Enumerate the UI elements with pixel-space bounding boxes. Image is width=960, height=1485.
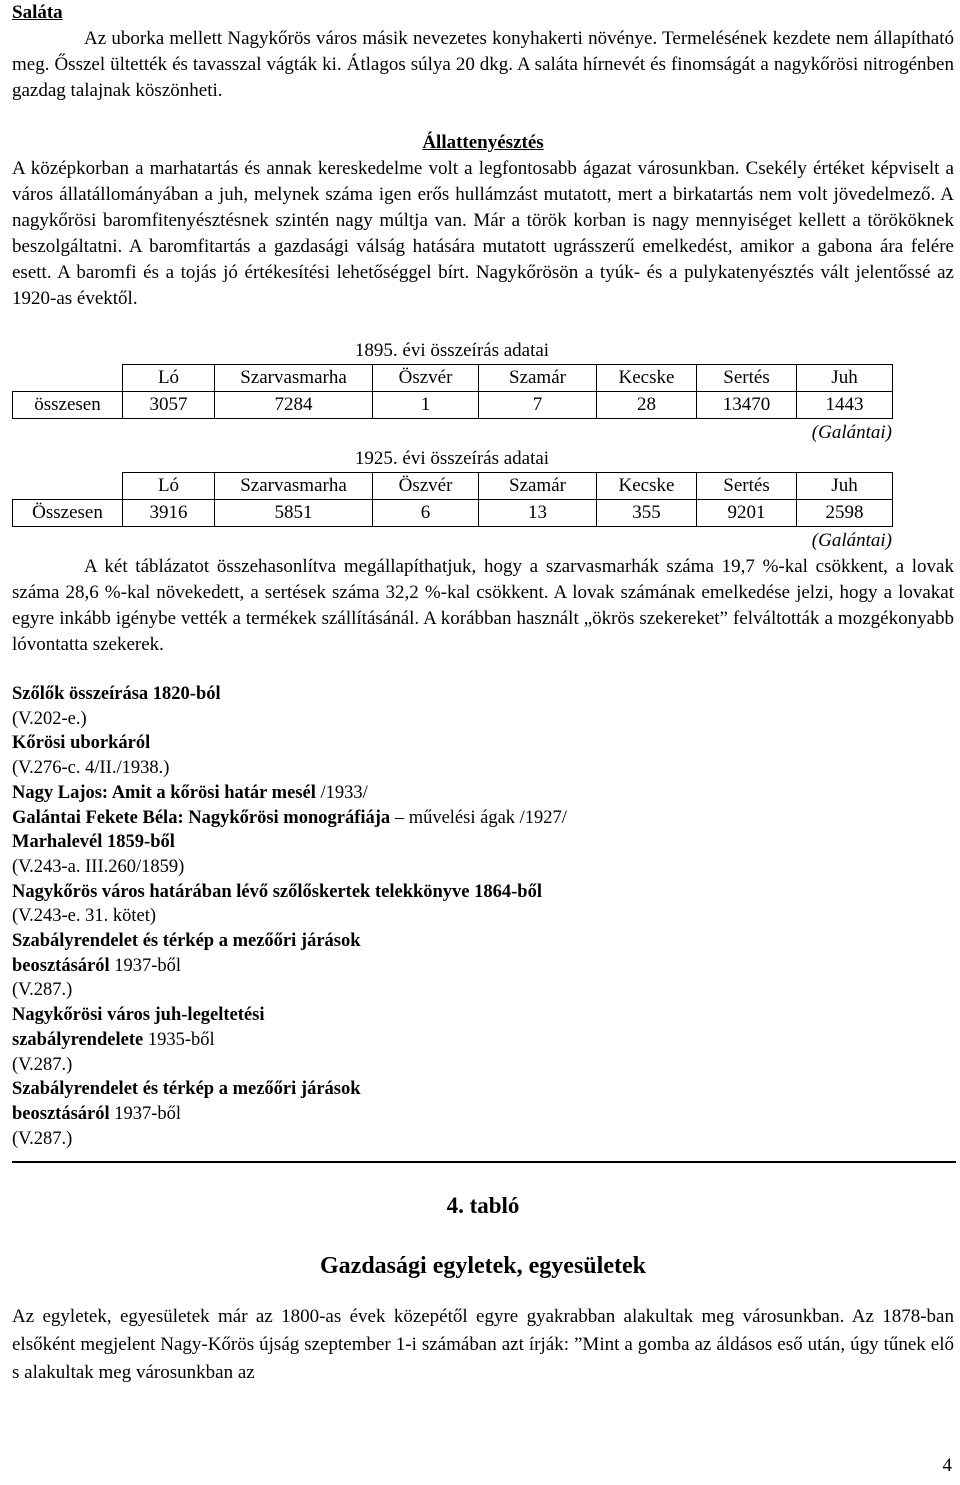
table-1925-data-row xyxy=(13,500,893,527)
table-header-cell: Kecske xyxy=(597,365,697,392)
table-header-cell: Szarvasmarha xyxy=(215,365,373,392)
section-divider xyxy=(12,1161,956,1163)
reference-title: beosztásáról xyxy=(12,955,110,976)
reference-detail: (V.287.) xyxy=(12,1128,73,1149)
reference-title: Marhalevél 1859-ből xyxy=(12,832,175,853)
reference-title: Szabályrendelet és térkép a mezőőri járások xyxy=(12,1079,361,1100)
reference-item xyxy=(12,1102,954,1127)
reference-item xyxy=(12,682,954,707)
reference-detail: (V.287.) xyxy=(12,1054,73,1075)
table-header-cell: Ló xyxy=(123,365,215,392)
reference-title: Kőrösi uborkáról xyxy=(12,733,151,754)
table-1895 xyxy=(12,364,893,419)
reference-item xyxy=(12,756,954,781)
table-cell: 6 xyxy=(373,500,479,527)
table-1895-header-row xyxy=(13,365,893,392)
section2-paragraph: Az egyletek, egyesületek már az 1800-as évek közepétől egyre gyakrabban alakultak meg városunkban. Az 1878-ban elsőként megjelent Nagy-Kőrös újság szeptember 1-i számában azt írják: ”Mint a gomba az áldásos eső után, úgy tűnek elő s alakultak meg városunkban az xyxy=(12,1306,954,1384)
reference-title: Galántai Fekete Béla: Nagykőrösi monográfiája xyxy=(12,807,391,828)
table-header-cell: Kecske xyxy=(597,473,697,500)
table-header-cell: Öszvér xyxy=(373,365,479,392)
table-row-label: Összesen xyxy=(13,500,123,527)
reference-detail: – művelési ágak /1927/ xyxy=(390,807,567,828)
table-row-label: összesen xyxy=(13,392,123,419)
table-cell: 3057 xyxy=(123,392,215,419)
reference-detail: (V.287.) xyxy=(12,980,73,1001)
table-1925-header-row xyxy=(13,473,893,500)
table-cell: 7 xyxy=(479,392,597,419)
reference-detail: 1935-ből xyxy=(143,1029,215,1050)
reference-item xyxy=(12,731,954,756)
table-header-cell: Sertés xyxy=(697,365,797,392)
reference-detail: (V.243-e. 31. kötet) xyxy=(12,906,157,927)
reference-item xyxy=(12,1127,954,1152)
reference-detail: (V.243-a. III.260/1859) xyxy=(12,856,185,877)
table-header-cell: Szamár xyxy=(479,473,597,500)
reference-item xyxy=(12,781,954,806)
page-number: 4 xyxy=(942,1455,952,1476)
allattenyesztes-paragraph: A középkorban a marhatartás és annak kereskedelme volt a legfontosabb ágazat városunkban. Csekély értéket képviselt a város állatállományában a juh, melynek száma igen erős hullámzást mutatott, mert a birkatartás nem volt jövedelmező. A nagykőrösi baromfitenyésztésnek szintén nagy múltja van. Már a török korban is nagy mennyiséget kellett a törököknek beszolgáltatni. A baromfitartás a gazdasági válság hatására mutatott ugrásszerű emelkedést, amikor a gabona ára felére esett. A baromfi és a tojás jó értékesítési lehetőséggel bírt. Nagykőrösön a tyúk- és a pulykatenyésztés vált jelentőssé az 1920-as évektől. xyxy=(12,158,954,309)
table-cell: 7284 xyxy=(215,392,373,419)
table-1925-caption: 1925. évi összeírás adatai xyxy=(354,448,550,469)
reference-title: beosztásáról xyxy=(12,1103,110,1124)
reference-title: Nagykőrös város határában lévő szőlőskertek telekkönyve 1864-ből xyxy=(12,881,542,902)
comparison-paragraph: A két táblázatot összehasonlítva megállapíthatjuk, hogy a szarvasmarhák száma 19,7 %-kal csökkent, a lovak száma 28,6 %-kal növekedett, a sertések száma 32,2 %-kal csökkent. A lovak számának emelkedése jelzi, hogy a lovakat egyre inkább igénybe vették a termékek szállításánál. A korábban használt „ökrös szekereket” felváltották a mozgékonyabb lóvontatta szekerek. xyxy=(12,556,954,655)
reference-detail: /1933/ xyxy=(315,782,368,803)
reference-title: Szabályrendelet és térkép a mezőőri járások xyxy=(12,931,361,952)
table-header-cell: Sertés xyxy=(697,473,797,500)
reference-item xyxy=(12,904,954,929)
table-cell: 9201 xyxy=(697,500,797,527)
table-cell: 13 xyxy=(479,500,597,527)
reference-item xyxy=(12,929,954,954)
table-header-cell: Szamár xyxy=(479,365,597,392)
reference-item xyxy=(12,707,954,732)
tablo-heading: 4. tabló xyxy=(446,1193,520,1219)
salata-section xyxy=(12,0,954,104)
table-1925 xyxy=(12,472,893,527)
table-header-cell: Ló xyxy=(123,473,215,500)
table-cell: 355 xyxy=(597,500,697,527)
reference-item xyxy=(12,978,954,1003)
reference-item xyxy=(12,855,954,880)
table-1895-source: (Galántai) xyxy=(811,422,892,443)
table-1895-caption: 1895. évi összeírás adatai xyxy=(354,340,550,361)
document-page xyxy=(12,0,954,1387)
reference-title: Nagykőrösi város juh-legeltetési xyxy=(12,1005,265,1026)
section2-title: Gazdasági egyletek, egyesületek xyxy=(320,1253,646,1280)
census-1895 xyxy=(12,338,954,446)
reference-detail: 1937-ből xyxy=(109,955,182,976)
reference-item xyxy=(12,830,954,855)
table-cell: 2598 xyxy=(797,500,893,527)
table-1925-source: (Galántai) xyxy=(811,530,892,551)
table-header-cell: Juh xyxy=(797,365,893,392)
reference-title: Szőlők összeírása 1820-ból xyxy=(12,684,221,704)
table-cell: 5851 xyxy=(215,500,373,527)
allattenyesztes-title: Állattenyésztés xyxy=(422,132,544,153)
reference-detail: (V.202-e.) xyxy=(12,708,87,729)
salata-paragraph: Az uborka mellett Nagykőrös város másik nevezetes konyhakerti növénye. Termelésének kezdete nem állapítható meg. Ősszel ültették és tavasszal vágták ki. Átlagos súlya 20 dkg. A saláta hírnevét és finomságát a nagykőrösi nitrogénben gazdag talajnak köszönheti. xyxy=(12,28,954,101)
reference-item xyxy=(12,954,954,979)
table-corner-cell xyxy=(13,365,123,392)
table-header-cell: Öszvér xyxy=(373,473,479,500)
reference-item xyxy=(12,1053,954,1078)
reference-item xyxy=(12,1077,954,1102)
salata-title: Saláta xyxy=(12,2,63,23)
reference-item xyxy=(12,1003,954,1028)
table-cell: 1 xyxy=(373,392,479,419)
table-header-cell: Juh xyxy=(797,473,893,500)
table-1895-data-row xyxy=(13,392,893,419)
table-cell: 1443 xyxy=(797,392,893,419)
references-list xyxy=(12,682,954,1151)
reference-title: Nagy Lajos: Amit a kőrösi határ mesél xyxy=(12,782,316,803)
table-cell: 13470 xyxy=(697,392,797,419)
reference-detail: (V.276-c. 4/II./1938.) xyxy=(12,758,170,779)
census-1925 xyxy=(12,446,954,554)
reference-item xyxy=(12,806,954,831)
table-cell: 3916 xyxy=(123,500,215,527)
reference-detail: 1937-ből xyxy=(109,1103,182,1124)
reference-item xyxy=(12,880,954,905)
table-header-cell: Szarvasmarha xyxy=(215,473,373,500)
reference-item xyxy=(12,1028,954,1053)
table-cell: 28 xyxy=(597,392,697,419)
table-corner-cell xyxy=(13,473,123,500)
allattenyesztes-section xyxy=(12,130,954,312)
reference-title: szabályrendelete xyxy=(12,1029,144,1050)
